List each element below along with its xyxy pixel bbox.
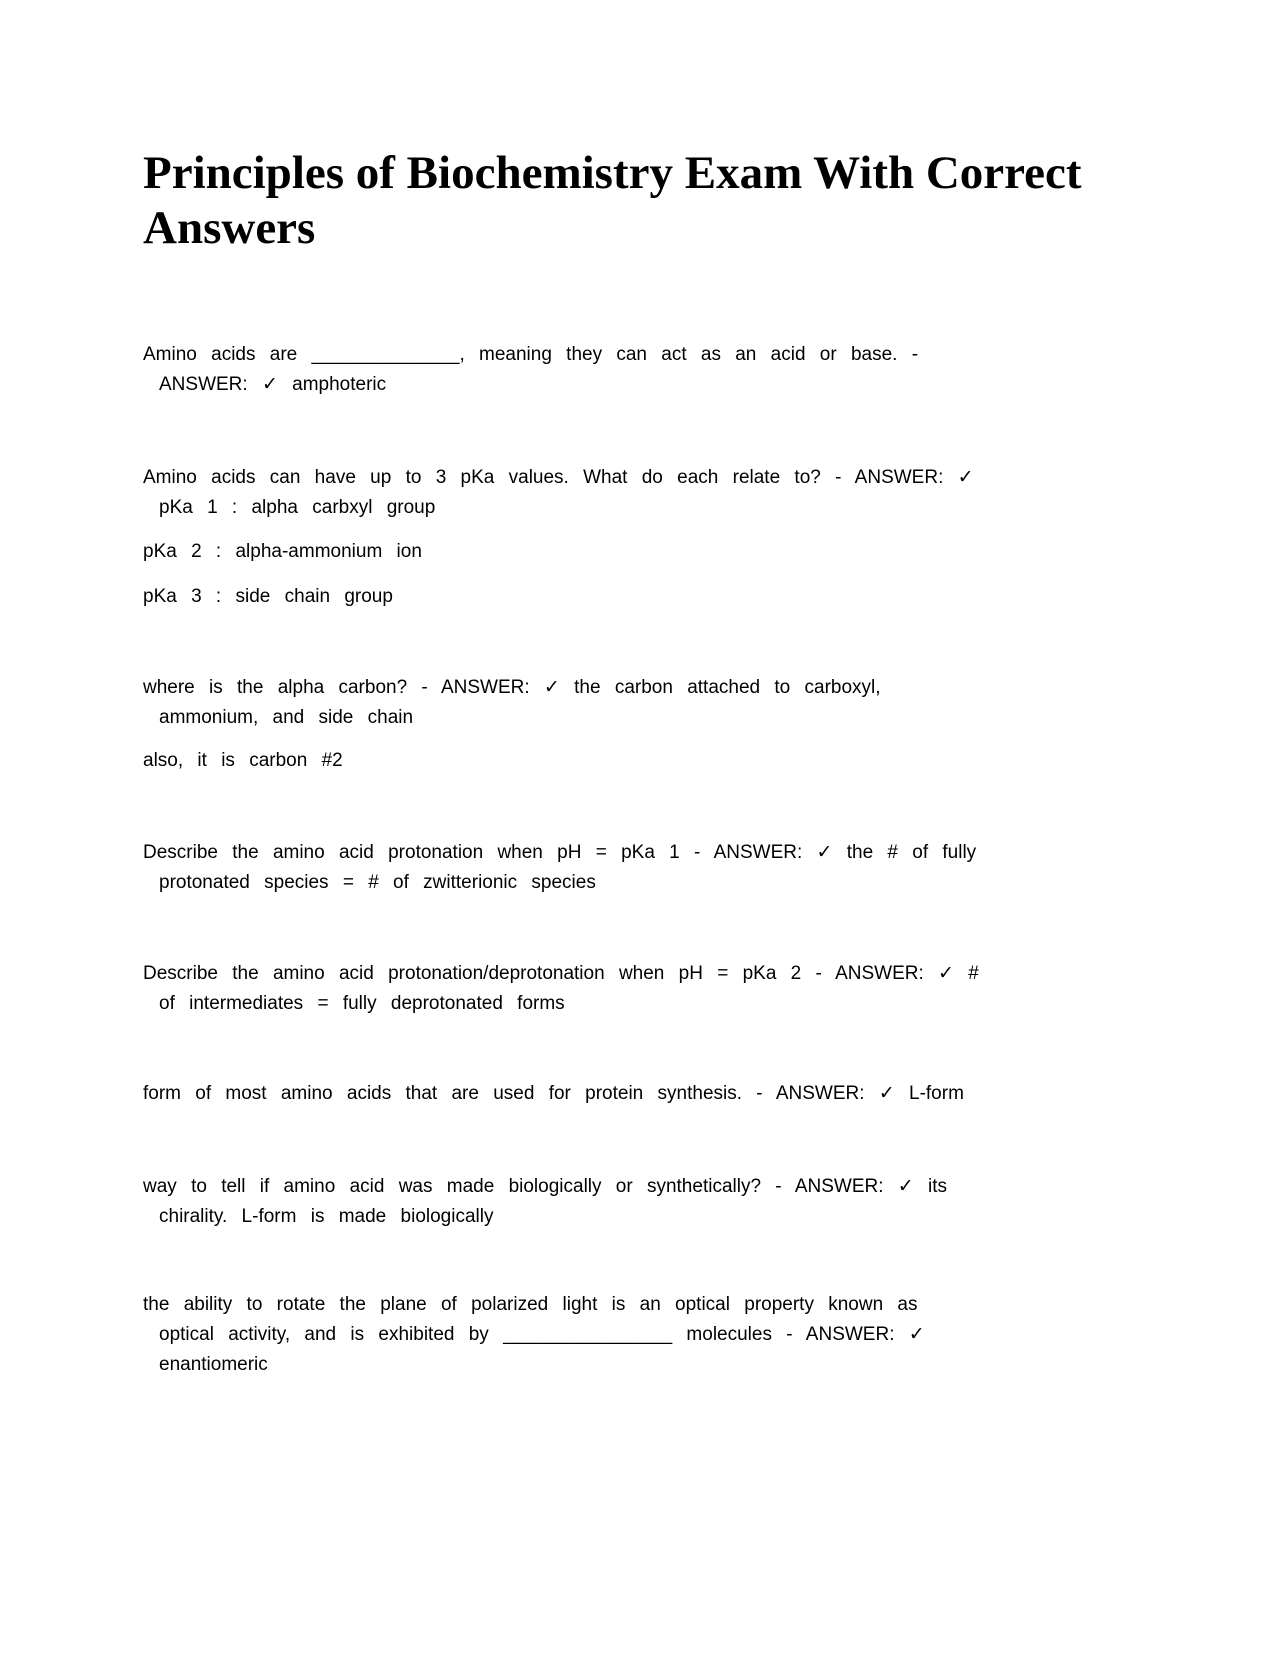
- answer-text: of intermediates = fully deprotonated forms: [159, 993, 565, 1014]
- question-text: Amino acids are ______________, meaning they can act as an acid or base. -: [143, 344, 919, 365]
- document-title: Principles of Biochemistry Exam With Correct Answers: [143, 147, 1082, 254]
- answer-text: enantiomeric: [159, 1354, 268, 1375]
- answer-text: ammonium, and side chain: [159, 707, 414, 728]
- question-text: form of most amino acids that are used for protein synthesis. - ANSWER: ✓ L-form: [143, 1083, 964, 1104]
- question-text: Describe the amino acid protonation when pH = pKa 1 - ANSWER: ✓ the # of fully: [143, 842, 977, 863]
- question-4: [143, 838, 1073, 898]
- question-1: [143, 340, 1073, 400]
- question-6: [143, 1079, 1073, 1109]
- question-text-continued: optical activity, and is exhibited by ________________ molecules - ANSWER: ✓: [159, 1324, 925, 1345]
- question-text: Amino acids can have up to 3 pKa values. What do each relate to? - ANSWER: ✓: [143, 467, 974, 488]
- answer-continuation: [143, 537, 1073, 567]
- answer-text: chirality. L-form is made biologically: [159, 1206, 494, 1227]
- question-text: Describe the amino acid protonation/deprotonation when pH = pKa 2 - ANSWER: ✓ #: [143, 963, 979, 984]
- question-text: the ability to rotate the plane of polarized light is an optical property known as: [143, 1294, 918, 1315]
- question-7: [143, 1172, 1073, 1232]
- question-8: [143, 1290, 1073, 1380]
- question-text: where is the alpha carbon? - ANSWER: ✓ the carbon attached to carboxyl,: [143, 677, 881, 698]
- answer-text: pKa 1 : alpha carbxyl group: [159, 497, 436, 518]
- question-5: [143, 959, 1073, 1019]
- answer-text: also, it is carbon #2: [143, 750, 343, 771]
- answer-continuation: [143, 746, 1073, 776]
- answer-text: ANSWER: ✓ amphoteric: [159, 374, 387, 395]
- question-2: [143, 463, 1073, 523]
- answer-text: pKa 3 : side chain group: [143, 586, 393, 607]
- answer-text: pKa 2 : alpha-ammonium ion: [143, 541, 422, 562]
- answer-continuation: [143, 582, 1073, 612]
- answer-text: protonated species = # of zwitterionic species: [159, 872, 596, 893]
- question-3: [143, 673, 1073, 733]
- question-text: way to tell if amino acid was made biologically or synthetically? - ANSWER: ✓ its: [143, 1176, 948, 1197]
